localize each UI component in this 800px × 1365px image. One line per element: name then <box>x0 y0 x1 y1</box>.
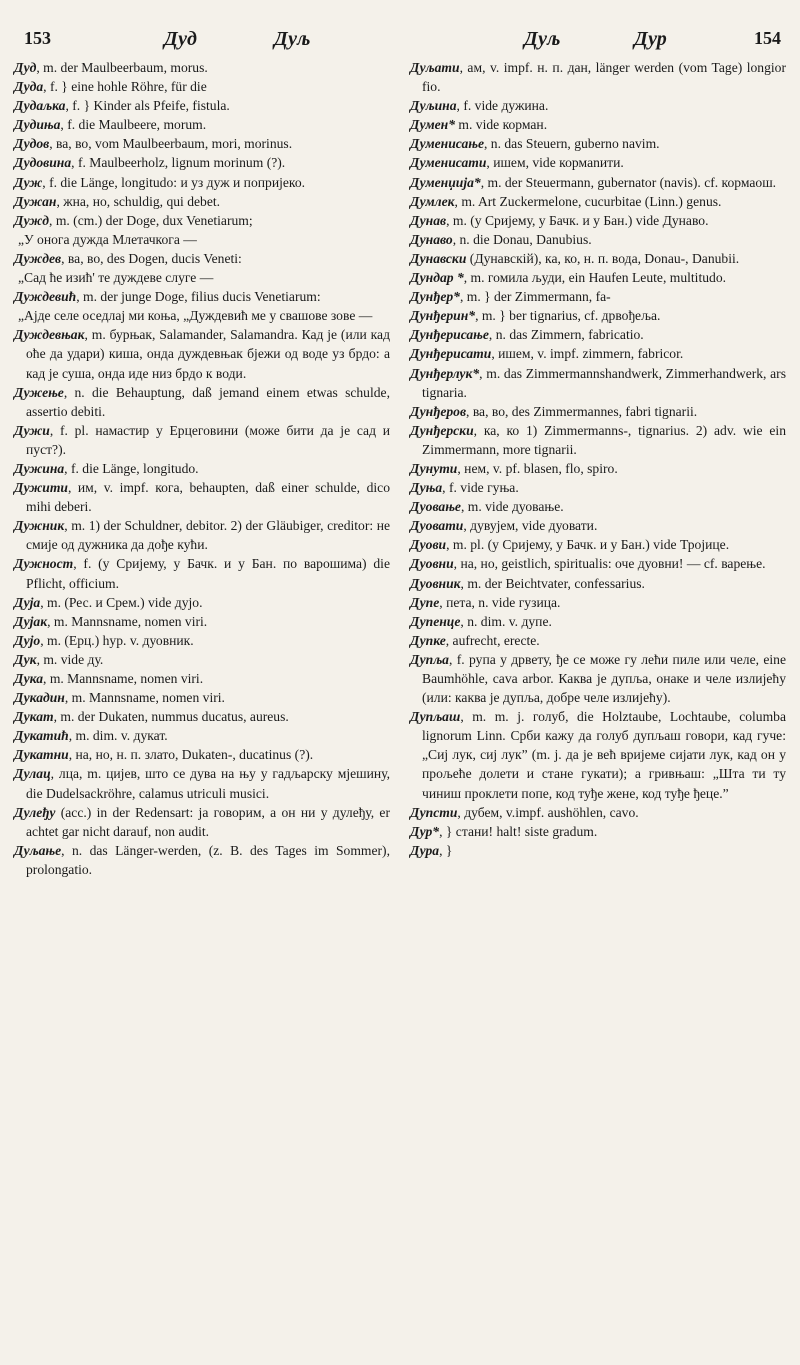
entry-definition: , m. pl. (у Сријему, у Бачк. и у Бан.) vide Тројице. <box>446 537 730 553</box>
dictionary-entry <box>410 230 786 249</box>
dictionary-entry <box>14 745 390 764</box>
entry-definition: , дубем, v.impf. aushöhlen, cavo. <box>457 804 639 820</box>
entry-definition: , дувујем, vide дуовати. <box>463 518 598 534</box>
dictionary-entry <box>14 211 390 230</box>
dictionary-entry <box>14 650 390 669</box>
entry-headword: Дуљати <box>410 60 460 75</box>
dictionary-entry <box>410 535 786 554</box>
entry-headword: Дунавски <box>410 250 467 266</box>
entry-headword: Дука <box>14 671 44 686</box>
entry-definition: , m. vide дуовање. <box>460 499 564 515</box>
entry-headword: Дуж <box>14 174 43 190</box>
entry-definition: , m. Mannsname, nomen viri. <box>47 613 208 629</box>
dictionary-entry <box>410 459 786 478</box>
page-header <box>14 6 786 58</box>
dictionary-entry <box>14 287 390 306</box>
dictionary-entry <box>410 478 786 497</box>
entry-definition: , f. } Kinder als Pfeife, fistula. <box>65 98 230 114</box>
entry-definition: , n. das Länger-werden, (z. B. des Tages im Sommer), prolongatio. <box>26 842 390 877</box>
entry-definition: , f. } eine hohle Röhre, für die <box>43 79 207 95</box>
dictionary-entry <box>14 459 390 478</box>
dictionary-entry <box>410 115 786 134</box>
dictionary-entry <box>410 516 786 535</box>
entry-headword: Дундар * <box>410 270 464 286</box>
entry-headword: Дуждевић <box>14 289 77 305</box>
entry-definition: (acc.) in der Redensart: ја говорим, а он ни у дулеђу, er achtet gar nicht darauf, non audit. <box>26 804 390 839</box>
entry-headword: Думенисати <box>410 155 487 171</box>
entry-headword: Дуја <box>14 594 41 610</box>
dictionary-entry <box>14 631 390 650</box>
dictionary-entry <box>14 306 390 325</box>
entry-headword: Дунђер* <box>410 289 460 305</box>
dictionary-entry <box>14 593 390 612</box>
dictionary-entry <box>14 421 390 459</box>
entry-headword: Дупе <box>410 594 440 610</box>
entry-definition: , n. das Steuern, guberno navim. <box>483 136 660 152</box>
entry-headword: Дук <box>14 651 37 667</box>
entry-definition: , n. dim. v. дупе. <box>460 613 552 629</box>
entry-headword: Дужд <box>14 212 50 228</box>
dictionary-entry <box>410 249 786 268</box>
dictionary-entry <box>410 268 786 287</box>
entry-headword: Дулеђу <box>14 804 56 820</box>
dictionary-entry <box>14 803 390 841</box>
dictionary-entry <box>410 325 786 344</box>
dictionary-entry <box>14 612 390 631</box>
entry-definition: , m. der Beichtvater, confessarius. <box>460 575 645 591</box>
entry-headword: Думлек <box>410 193 455 209</box>
entry-headword: Дукатић <box>14 728 69 744</box>
dictionary-entry <box>410 650 786 707</box>
dictionary-entry <box>14 77 390 96</box>
entry-definition: , m. (Ерц.) hyp. v. дуовник. <box>40 632 194 648</box>
entry-definition: , m. Mannsname, nomen viri. <box>64 690 225 706</box>
entry-definition: , m. } ber tignarius, cf. дрвођеља. <box>475 308 661 324</box>
dictionary-entry <box>14 478 390 516</box>
entry-headword: Дужити <box>14 480 68 496</box>
dictionary-entry <box>14 669 390 688</box>
entry-definition: , m. } der Zimmermann, fa- <box>459 289 611 305</box>
dictionary-entry <box>410 306 786 325</box>
dictionary-entry <box>14 554 390 592</box>
entry-definition: , f. pl. намастир у Ерцеговини (може бити да је сад и пуст?). <box>26 422 390 457</box>
entry-definition: , ишем, vide кормanити. <box>486 155 624 171</box>
dictionary-entry <box>410 364 786 402</box>
dictionary-entry <box>410 421 786 459</box>
dictionary-entry <box>410 192 786 211</box>
entry-definition: , f. vide дужина. <box>456 98 549 114</box>
dictionary-entry <box>14 688 390 707</box>
entry-definition: , на, но, н. п. злато, Dukaten-, ducatinus (?). <box>68 747 314 763</box>
entry-headword: Дунаво <box>410 231 453 247</box>
entry-definition: , n. das Zimmern, fabricatio. <box>488 327 644 343</box>
entry-definition: , m. 1) der Schuldner, debitor. 2) der Gläubiger, creditor: не смије од дужника да дође кући. <box>26 518 390 553</box>
entry-definition: „Сад ће изић' те дуждеве слуге — <box>18 270 214 286</box>
entry-definition: , f. (у Сријему, у Бачк. и у Бан. по варошима) die Pflicht, officium. <box>26 556 390 591</box>
entry-definition: , m. der Dukaten, nummus ducatus, aureus. <box>53 709 289 725</box>
dictionary-entry <box>14 325 390 382</box>
entry-headword: Дунути <box>410 460 458 476</box>
entry-headword: Дујак <box>14 613 48 629</box>
entry-definition: , ва, во, vom Maulbeerbaum, mori, morinus. <box>49 136 293 152</box>
entry-definition: , жна, но, schuldig, qui debet. <box>56 193 221 209</box>
entry-headword: Дуовник <box>410 575 461 591</box>
dictionary-entry <box>410 211 786 230</box>
entry-definition: , ка, ко 1) Zimmermanns-, tignarius. 2) adv. wie ein Zimmermann, more tignarii. <box>422 422 786 457</box>
entry-definition: , f. die Länge, longitudo. <box>64 460 199 476</box>
right-column <box>410 58 786 879</box>
entry-definition: „Ајде селе оседлај ми коња, „Дуждевић ме у свашове зове — <box>18 308 373 324</box>
entry-headword: Дужност <box>14 556 74 572</box>
entry-headword: Дукатни <box>14 747 69 763</box>
entry-headword: Дуда <box>14 79 44 95</box>
entry-headword: Дужи <box>14 422 50 438</box>
dictionary-entry <box>410 58 786 96</box>
entry-definition: , f. рупа у дрвету, ђе се може гу лећи пиле или челе, eine Baumhöhle, cava arbor. Каква је дупља, онаке и челе излијећу (или: каква је дупља, добре челе излијећу). <box>422 651 786 706</box>
entry-definition: , f. die Maulbeere, morum. <box>60 117 207 133</box>
entry-headword: Дудаљка <box>14 98 66 114</box>
entry-headword: Дунав <box>410 212 447 228</box>
entry-definition: , f. die Länge, longitudo: и уз дуж и попријеко. <box>42 174 306 190</box>
entry-definition: , m. (у Сријему, у Бачк. и у Бан.) vide Дунаво. <box>446 212 709 228</box>
entry-headword: Дудов <box>14 136 50 152</box>
entry-headword: Дукадин <box>14 690 65 706</box>
entry-headword: Дупља <box>410 651 449 667</box>
dictionary-entry <box>410 574 786 593</box>
entry-definition: , f. vide гуња. <box>442 480 519 496</box>
entry-headword: Дунђерисати <box>410 346 492 362</box>
entry-definition: , } <box>439 842 453 858</box>
entry-definition: , m. гомила људи, ein Haufen Leute, multitudo. <box>463 270 727 286</box>
dictionary-entry <box>14 153 390 172</box>
entry-definition: , ва, во, des Zimmermannes, fabri tignarii. <box>466 403 698 419</box>
entry-definition: , m. m. j. голуб, die Holztaube, Lochtaube, columba lignorum Linn. Срби кажу да голуб дупљаш говори, кад гуче: „Сиј лук, сиј лук” (m. j. да је већ вријеме сијати лук, кад он у прољеће долети и стане гукати); а гривњаш: „Шта ти ту чиниш проклети попе, код туђе жене, код туђе ђеце.” <box>422 709 786 801</box>
entry-headword: Дунђеров <box>410 403 467 419</box>
entry-headword: Дудиња <box>14 117 61 133</box>
entry-headword: Дур* <box>410 823 440 839</box>
entry-headword: Дужина <box>14 460 65 476</box>
entry-definition: , им, v. impf. кога, behaupten, daß einer schulde, dico mihi deberi. <box>26 480 390 515</box>
dictionary-entry <box>410 803 786 822</box>
left-guide-word-first: Дуд <box>164 28 197 50</box>
entry-definition: , aufrecht, erecte. <box>445 632 540 648</box>
entry-definition: , } стани! halt! siste gradum. <box>439 823 598 839</box>
entry-headword: Дукат <box>14 709 54 725</box>
dictionary-entry <box>410 153 786 172</box>
entry-definition: , нем, v. pf. blasen, flo, spiro. <box>457 460 618 476</box>
entry-headword: Дуждев <box>14 250 62 266</box>
dictionary-entry <box>14 841 390 879</box>
entry-headword: Дуждевњак <box>14 327 85 343</box>
entry-headword: Дуовати <box>410 518 464 534</box>
entry-definition: , пета, n. vide гузица. <box>439 594 561 610</box>
entry-headword: Дужење <box>14 384 64 400</box>
dictionary-entry <box>14 764 390 802</box>
left-column <box>14 58 390 879</box>
entry-definition: , ам, v. impf. н. п. дан, länger werden (vom Tage) longior fio. <box>422 60 786 95</box>
dictionary-entry <box>14 516 390 554</box>
entry-headword: Дуња <box>410 480 443 496</box>
dictionary-entry <box>14 726 390 745</box>
entry-definition: , n. die Behauptung, daß jemand einem etwas schulde, assertio debiti. <box>26 384 390 419</box>
entry-headword: Дуовни <box>410 556 454 572</box>
entry-definition: , m. Mannsname, nomen viri. <box>43 671 204 686</box>
entry-definition: , m. das Zimmermannshandwerk, Zimmerhandwerk, ars tignaria. <box>422 365 786 400</box>
dictionary-entry <box>14 58 390 77</box>
dictionary-entry <box>410 554 786 573</box>
entry-headword: Думенисање <box>410 136 484 152</box>
entry-headword: Дуови <box>410 537 447 553</box>
entry-headword: Дунђерисање <box>410 327 489 343</box>
entry-headword: Дуљина <box>410 98 457 114</box>
entry-headword: Дупке <box>410 632 446 648</box>
entry-definition: , m. der Steuermann, gubernator (navis). cf. кормаош. <box>480 174 777 190</box>
dictionary-entry <box>14 173 390 192</box>
entry-definition: (Дунавскій), ка, ко, н. п. вода, Donau-, Danubii. <box>466 250 740 266</box>
entry-definition: , ва, во, des Dogen, ducis Veneti: <box>61 250 242 266</box>
entry-headword: Дулац <box>14 766 51 782</box>
page-number-right: 154 <box>754 28 781 48</box>
dictionary-entry <box>14 383 390 421</box>
entry-definition: „У онога дужда Млетачкога — <box>18 231 197 247</box>
entry-definition: , m. Art Zuckermelone, cucurbitae (Linn.) genus. <box>454 193 722 209</box>
entry-headword: Дуд <box>14 60 37 75</box>
entry-definition: , m. der junge Doge, filius ducis Venetiarum: <box>76 289 321 305</box>
entry-definition: , на, но, geistlich, spiritualis: оче дуовни! — cf. варење. <box>453 556 766 572</box>
entry-definition: , m. vide ду. <box>36 651 104 667</box>
entry-headword: Дупенце <box>410 613 461 629</box>
entry-definition: m. vide корман. <box>455 117 548 133</box>
dictionary-entry <box>410 841 786 860</box>
entry-definition: , m. (cm.) der Doge, dux Venetiarum; <box>49 212 253 228</box>
entry-headword: Дунђерски <box>410 422 474 438</box>
dictionary-entry <box>410 612 786 631</box>
dictionary-entry <box>14 249 390 268</box>
entry-headword: Дура <box>410 842 440 858</box>
right-guide-word-last: Дур <box>634 28 667 50</box>
dictionary-entry <box>410 593 786 612</box>
dictionary-entry <box>410 707 786 802</box>
entry-definition: , f. Maulbeerholz, lignum morinum (?). <box>71 155 286 171</box>
dictionary-entry <box>410 173 786 192</box>
dictionary-entry <box>410 96 786 115</box>
dictionary-entry <box>410 631 786 650</box>
entry-headword: Думенџија* <box>410 174 481 190</box>
entry-headword: Дудовина <box>14 155 72 171</box>
entry-definition: , m. бурњак, Salamander, Salamandra. Кад је (или кад оће да удари) киша, онда дуждевњак бјежи од воде уз брдо: а кад је суша, онда иде низ брдо к води. <box>26 327 390 381</box>
dictionary-entry <box>14 268 390 287</box>
entry-headword: Дујо <box>14 632 41 648</box>
dictionary-entry <box>14 192 390 211</box>
dictionary-entry <box>410 344 786 363</box>
dictionary-entry <box>14 707 390 726</box>
entry-headword: Думен* <box>410 117 456 133</box>
entry-definition: , n. die Donau, Danubius. <box>452 231 592 247</box>
entry-headword: Дупсти <box>410 804 458 820</box>
dictionary-entry <box>14 230 390 249</box>
dictionary-entry <box>14 115 390 134</box>
entry-headword: Дупљаш <box>410 709 461 725</box>
dictionary-entry <box>410 402 786 421</box>
entry-definition: , ишем, v. impf. zimmern, fabricor. <box>491 346 684 362</box>
dictionary-entry <box>14 96 390 115</box>
dictionary-entry <box>410 287 786 306</box>
entry-headword: Дужник <box>14 518 65 534</box>
entry-definition: , m. (Рес. и Срем.) vide дујо. <box>40 594 203 610</box>
entry-headword: Дунђерлук* <box>410 365 480 381</box>
entry-definition: , m. der Maulbeerbaum, morus. <box>36 60 208 75</box>
dictionary-entry <box>410 134 786 153</box>
entry-headword: Дуовање <box>410 499 461 515</box>
right-guide-word-first: Дуљ <box>524 28 561 50</box>
entry-headword: Дужан <box>14 193 57 209</box>
dictionary-columns <box>14 58 786 879</box>
dictionary-entry <box>410 497 786 516</box>
left-guide-word-last: Дуљ <box>274 28 311 50</box>
dictionary-entry <box>14 134 390 153</box>
entry-headword: Дуљање <box>14 842 62 858</box>
entry-headword: Дунђерин* <box>410 308 476 324</box>
entry-definition: , лца, m. цијев, што се дува на њу у гадљарску мјешину, die Dudelsackröhre, calamus utriculi musici. <box>26 766 390 801</box>
entry-definition: , m. dim. v. дукат. <box>68 728 168 744</box>
dictionary-entry <box>410 822 786 841</box>
page-number-left: 153 <box>24 28 51 48</box>
